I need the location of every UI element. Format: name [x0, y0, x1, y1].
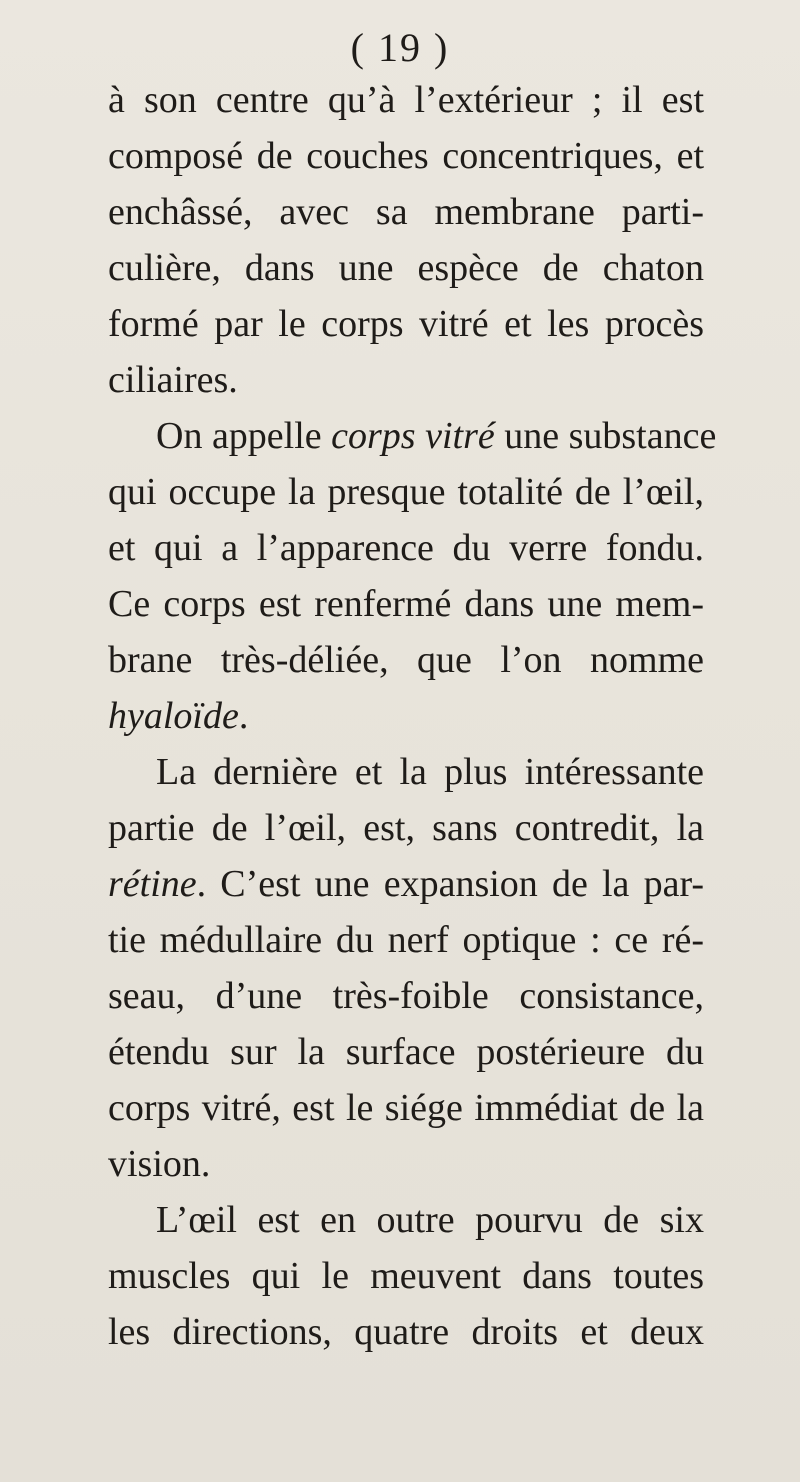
text-run: . C’est une expansion de la par- — [196, 863, 704, 905]
text-line: tie médullaire du nerf optique : ce ré- — [108, 919, 704, 961]
text-line: L’œil est en outre pourvu de six — [156, 1199, 704, 1241]
text-line: muscles qui le meuvent dans toutes — [108, 1255, 704, 1297]
text-line: seau, d’une très-foible consistance, — [108, 975, 704, 1017]
page-number: ( 19 ) — [350, 25, 450, 70]
text-line — [108, 688, 704, 744]
text-line: enchâssé, avec sa membrane parti- — [108, 191, 704, 233]
text-line: Ce corps est renfermé dans une mem- — [108, 583, 704, 625]
text-line: formé par le corps vitré et les procès — [108, 303, 704, 345]
text-line: culière, dans une espèce de chaton — [108, 247, 704, 289]
italic-term: corps vitré — [331, 415, 495, 457]
italic-term: rétine — [108, 863, 197, 905]
text-line: vision. — [108, 1143, 211, 1185]
text-line — [156, 408, 717, 464]
text-line: composé de couches concentriques, et — [108, 135, 704, 177]
text-line: ciliaires. — [108, 359, 238, 401]
text-run: . — [238, 695, 249, 737]
italic-term: hyaloïde — [108, 695, 239, 737]
text-line: étendu sur la surface postérieure du — [108, 1031, 704, 1073]
text-line: brane très-déliée, que l’on nomme — [108, 639, 704, 681]
text-line: La dernière et la plus intéressante — [156, 751, 704, 793]
text-run: On appelle — [156, 415, 332, 457]
text-line: les directions, quatre droits et deux — [108, 1311, 704, 1353]
text-line: corps vitré, est le siége immédiat de la — [108, 1087, 704, 1129]
text-line: et qui a l’apparence du verre fondu. — [108, 527, 704, 569]
text-line: partie de l’œil, est, sans contredit, la — [108, 807, 704, 849]
text-line: qui occupe la presque totalité de l’œil, — [108, 471, 704, 513]
text-line: à son centre qu’à l’extérieur ; il est — [108, 79, 704, 121]
text-run: une substance — [494, 415, 717, 457]
text-line — [108, 856, 704, 912]
